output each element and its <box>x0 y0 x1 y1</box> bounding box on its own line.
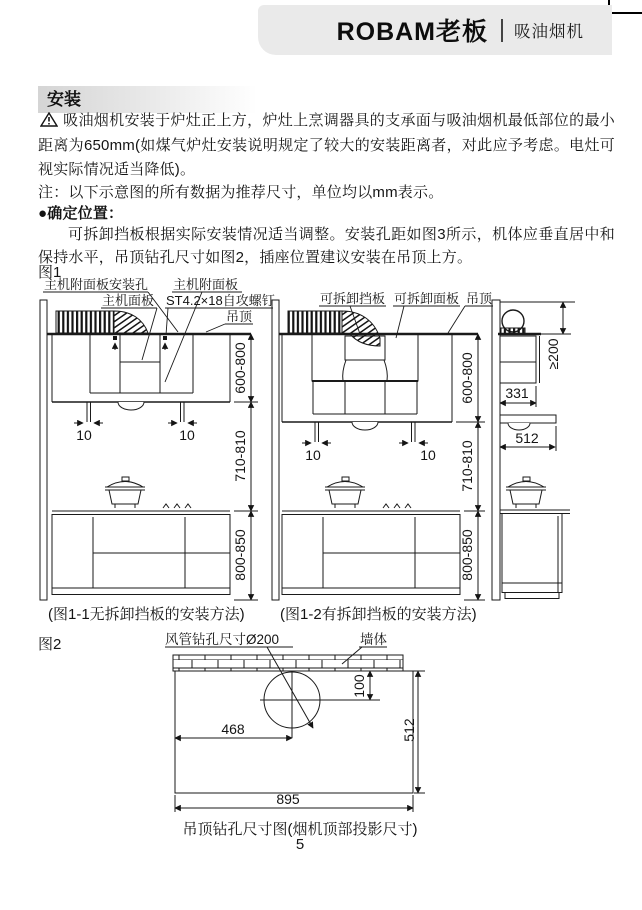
hood-vent-bump <box>352 422 378 430</box>
page-corner-mark <box>608 0 642 14</box>
wall-post <box>492 300 500 600</box>
wall-brick-band <box>173 655 403 671</box>
duct-bend <box>342 311 380 346</box>
hood-top-projection <box>175 671 413 793</box>
hood-vent-bump <box>508 423 530 430</box>
duct-pipe <box>288 311 342 333</box>
fig1-1-caption: (图1-1无拆卸挡板的安装方法) <box>48 606 245 623</box>
label-duct-hole: 风管钻孔尺寸Ø200 <box>165 632 280 647</box>
dim-512-side: 512 <box>515 430 539 446</box>
fig1-2-caption: (图1-2有拆卸挡板的安装方法) <box>280 606 477 623</box>
dim-600-800-left: 600-800 <box>232 342 248 394</box>
duct-pipe <box>56 311 114 333</box>
label-screw: ST4.2×18自攻螺钉 <box>166 293 275 308</box>
bullet-heading: ●确定位置： <box>38 205 124 222</box>
stove-burner <box>163 504 191 508</box>
label-wall: 墙体 <box>360 632 387 647</box>
label-ceiling-2: 吊顶 <box>466 291 493 306</box>
dim-512: 512 <box>401 718 417 742</box>
header-divider <box>501 19 503 42</box>
fig2-title: 图2 <box>38 636 62 653</box>
note-text: 注：以下示意图的所有数据为推荐尺寸，单位均以mm表示。 <box>38 184 444 201</box>
label-panel-mount-hole: 主机附面板安装孔 <box>44 277 149 292</box>
dim-gap-mid-1: 10 <box>305 447 321 463</box>
wall-post <box>40 300 47 600</box>
body-paragraph: 可拆卸挡板根据实际安装情况适当调整。安装孔距如图3所示，机体应垂直居中和保持水平，吊顶钻孔尺寸如图2，插座位置建议安装在吊顶上方。 <box>38 226 615 267</box>
dim-gap-left-1: 10 <box>76 427 92 443</box>
label-ceiling: 吊顶 <box>226 309 253 324</box>
dim-895: 895 <box>276 791 300 807</box>
dim-gap-mid-2: 10 <box>420 447 436 463</box>
dim-800-850-left: 800-850 <box>232 529 248 581</box>
dim-331: 331 <box>505 385 529 401</box>
hood-canopy <box>500 415 556 423</box>
dim-clearance-200: ≥200 <box>545 338 561 370</box>
page-number: 5 <box>295 836 305 853</box>
figure1-diagram <box>30 276 630 628</box>
dim-710-810-left: 710-810 <box>232 430 248 482</box>
header-banner <box>258 5 612 55</box>
dim-710-810-mid: 710-810 <box>459 440 475 492</box>
dim-100: 100 <box>351 674 367 698</box>
product-name: 吸油烟机 <box>514 23 584 41</box>
cooking-pot <box>506 477 546 508</box>
warning-text: 吸油烟机安装于炉灶正上方，炉灶上烹调器具的支承面与吸油烟机最低部位的最小距离为650mm(如煤气炉灶安装说明规定了较大的安装距离者，对此应予考虑。电灶可视实际情况适当降低)。 <box>38 112 615 178</box>
dim-gap-left-2: 10 <box>179 427 195 443</box>
wall-post <box>272 300 279 600</box>
cooking-pot <box>325 477 365 508</box>
side-view-drawing <box>492 300 575 600</box>
label-removable-panel: 可拆卸面板 <box>394 291 460 306</box>
label-panel-main: 主机面板 <box>102 293 155 308</box>
cooking-pot <box>105 477 145 508</box>
section-title: 安装 <box>38 86 276 113</box>
stove-burner <box>383 504 411 508</box>
fig1-2-drawing <box>272 300 485 600</box>
duct-bend <box>114 311 148 333</box>
warning-paragraph <box>38 109 615 181</box>
fig2-drawing <box>165 647 425 812</box>
label-removable-baffle: 可拆卸挡板 <box>320 291 386 306</box>
fig1-1-drawing <box>40 300 258 600</box>
dim-468: 468 <box>221 721 245 737</box>
base-cabinet <box>282 515 460 595</box>
dim-600-800-mid: 600-800 <box>459 352 475 404</box>
base-cabinet <box>52 515 230 595</box>
dim-800-850-mid: 800-850 <box>459 529 475 581</box>
base-cabinet <box>502 514 562 593</box>
fig1-title: 图1 <box>38 264 62 281</box>
brand-logo: ROBAM老板 <box>336 18 488 46</box>
hood-vent-bump <box>118 402 144 410</box>
figure2-diagram <box>30 628 450 818</box>
warning-icon <box>40 111 58 134</box>
fig2-caption: 吊顶钻孔尺寸图(烟机顶部投影尺寸) <box>182 821 418 838</box>
label-panel-attach: 主机附面板 <box>173 277 239 292</box>
